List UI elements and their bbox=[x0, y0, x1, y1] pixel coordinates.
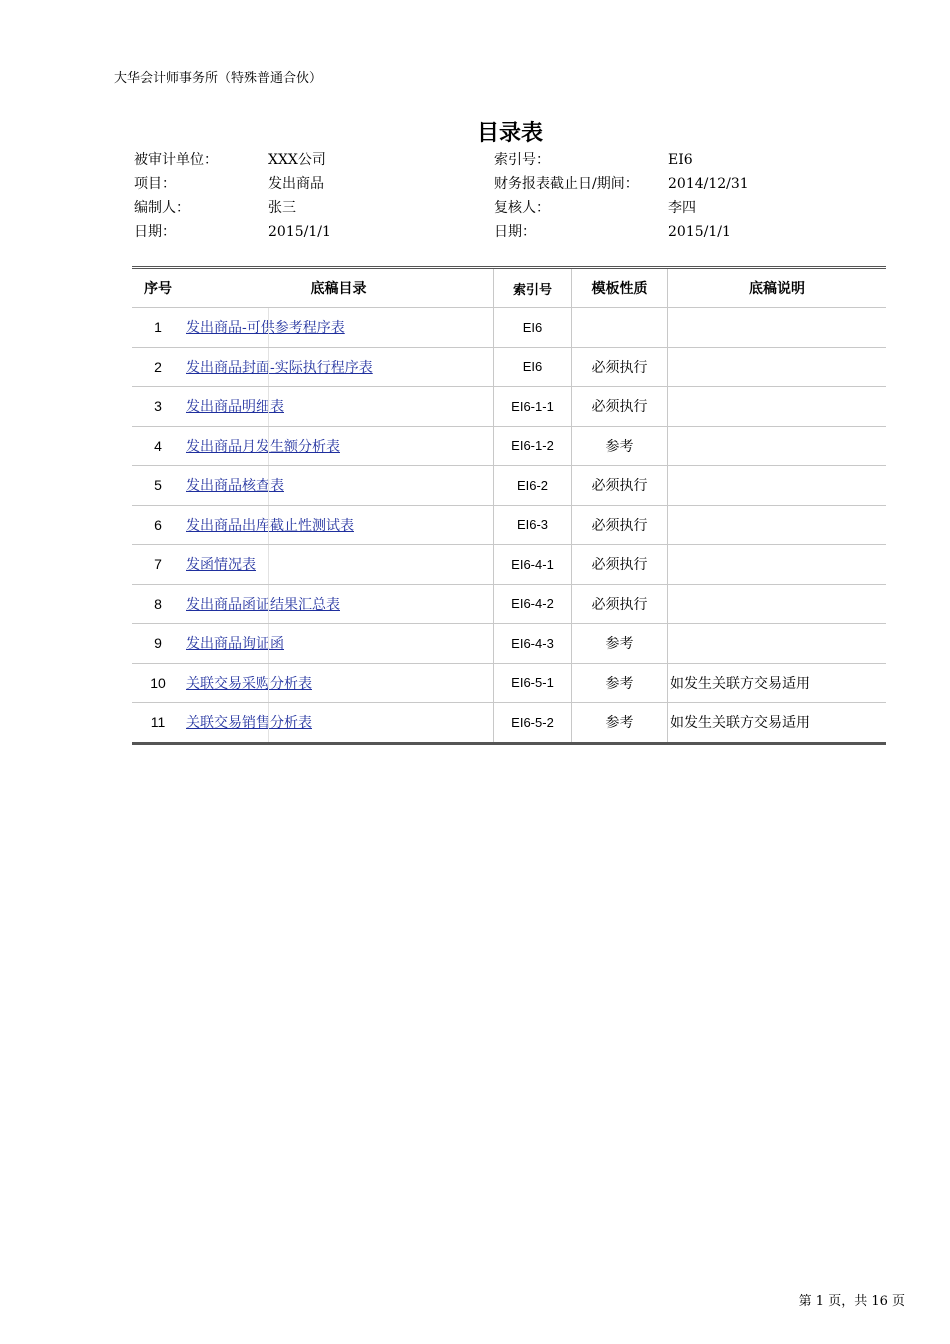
meta-value: 2015/1/1 bbox=[668, 224, 731, 240]
row-note bbox=[668, 556, 670, 572]
workpaper-link[interactable]: 发出商品封面-实际执行程序表 bbox=[186, 359, 373, 376]
row-note-cell bbox=[668, 308, 887, 348]
row-seq: 11 bbox=[132, 703, 184, 744]
table-row bbox=[132, 624, 886, 664]
workpaper-link[interactable]: 发出商品明细表 bbox=[186, 399, 284, 416]
col-header-seq: 序号 bbox=[132, 268, 184, 308]
catalog-table bbox=[132, 266, 886, 745]
table-row bbox=[132, 347, 886, 387]
col-header-note: 底稿说明 bbox=[668, 268, 887, 308]
workpaper-link[interactable]: 发出商品核查表 bbox=[186, 478, 284, 495]
row-seq: 8 bbox=[132, 584, 184, 624]
row-note-cell bbox=[668, 347, 887, 387]
table-header-row bbox=[132, 268, 886, 308]
row-note-cell bbox=[668, 387, 887, 427]
cell-gridline bbox=[268, 703, 269, 742]
table-row bbox=[132, 308, 886, 348]
cell-gridline bbox=[268, 308, 269, 347]
row-name-cell bbox=[184, 505, 494, 545]
row-note-cell bbox=[668, 545, 887, 585]
meta-label: 财务报表截止日/期间： bbox=[494, 176, 639, 192]
meta-value: EI6 bbox=[668, 152, 693, 168]
cell-gridline bbox=[268, 348, 269, 387]
row-seq: 5 bbox=[132, 466, 184, 506]
meta-value: XXX公司 bbox=[268, 152, 326, 168]
col-header-name: 底稿目录 bbox=[184, 268, 494, 308]
table-row bbox=[132, 545, 886, 585]
table-row bbox=[132, 505, 886, 545]
row-type: 必须执行 bbox=[572, 466, 668, 506]
row-index: EI6-2 bbox=[494, 466, 572, 506]
row-index: EI6-5-1 bbox=[494, 663, 572, 703]
row-name-cell bbox=[184, 387, 494, 427]
row-name-cell bbox=[184, 624, 494, 664]
row-name-cell bbox=[184, 426, 494, 466]
workpaper-link[interactable]: 发出商品询证函 bbox=[186, 636, 284, 653]
row-seq: 2 bbox=[132, 347, 184, 387]
row-index: EI6-1-2 bbox=[494, 426, 572, 466]
row-note-cell bbox=[668, 466, 887, 506]
row-note-cell bbox=[668, 624, 887, 664]
row-index: EI6 bbox=[494, 347, 572, 387]
cell-gridline bbox=[268, 545, 269, 584]
row-index: EI6-1-1 bbox=[494, 387, 572, 427]
meta-value: 2015/1/1 bbox=[268, 224, 331, 240]
row-index: EI6 bbox=[494, 308, 572, 348]
row-type: 必须执行 bbox=[572, 584, 668, 624]
row-name-cell bbox=[184, 347, 494, 387]
row-type: 参考 bbox=[572, 426, 668, 466]
row-name-cell bbox=[184, 308, 494, 348]
row-index: EI6-5-2 bbox=[494, 703, 572, 744]
row-seq: 3 bbox=[132, 387, 184, 427]
row-note bbox=[668, 596, 670, 612]
row-seq: 1 bbox=[132, 308, 184, 348]
row-type: 参考 bbox=[572, 624, 668, 664]
page-footer: 第 1 页，共 16 页 bbox=[798, 1294, 905, 1309]
workpaper-link[interactable]: 发函情况表 bbox=[186, 557, 256, 574]
cell-gridline bbox=[268, 664, 269, 703]
row-index: EI6-4-2 bbox=[494, 584, 572, 624]
meta-label: 索引号： bbox=[494, 152, 550, 168]
row-note: 如发生关联方交易适用 bbox=[670, 675, 810, 692]
row-note bbox=[668, 635, 670, 651]
meta-label: 项目： bbox=[134, 176, 176, 192]
cell-gridline bbox=[268, 387, 269, 426]
row-note bbox=[668, 359, 670, 375]
row-note-cell bbox=[668, 663, 887, 703]
workpaper-link[interactable]: 发出商品-可供参考程序表 bbox=[186, 320, 345, 337]
col-header-type: 模板性质 bbox=[572, 268, 668, 308]
firm-name: 大华会计师事务所（特殊普通合伙） bbox=[114, 71, 323, 86]
row-type: 参考 bbox=[572, 663, 668, 703]
col-header-index: 索引号 bbox=[494, 268, 572, 308]
table-row bbox=[132, 466, 886, 506]
workpaper-link[interactable]: 关联交易销售分析表 bbox=[186, 715, 312, 732]
row-seq: 10 bbox=[132, 663, 184, 703]
meta-label: 复核人： bbox=[494, 200, 550, 216]
meta-label: 日期： bbox=[494, 224, 536, 240]
cell-gridline bbox=[268, 585, 269, 624]
row-note bbox=[668, 517, 670, 533]
row-seq: 7 bbox=[132, 545, 184, 585]
row-name-cell bbox=[184, 545, 494, 585]
row-note-cell bbox=[668, 703, 887, 744]
row-note-cell bbox=[668, 584, 887, 624]
row-note-cell bbox=[668, 426, 887, 466]
row-note-cell bbox=[668, 505, 887, 545]
meta-label: 被审计单位： bbox=[134, 152, 218, 168]
table-row bbox=[132, 703, 886, 744]
row-type: 必须执行 bbox=[572, 387, 668, 427]
row-index: EI6-4-1 bbox=[494, 545, 572, 585]
row-note: 如发生关联方交易适用 bbox=[670, 715, 810, 732]
row-note bbox=[668, 477, 670, 493]
row-type: 参考 bbox=[572, 703, 668, 744]
row-note bbox=[668, 438, 670, 454]
meta-value: 李四 bbox=[668, 200, 696, 216]
table-row bbox=[132, 663, 886, 703]
row-type: 必须执行 bbox=[572, 347, 668, 387]
meta-value: 2014/12/31 bbox=[668, 176, 749, 192]
row-index: EI6-4-3 bbox=[494, 624, 572, 664]
workpaper-link[interactable]: 发出商品函证结果汇总表 bbox=[186, 596, 340, 613]
row-type bbox=[572, 308, 668, 348]
meta-value: 发出商品 bbox=[268, 176, 324, 192]
meta-label: 日期： bbox=[134, 224, 176, 240]
table-row bbox=[132, 584, 886, 624]
table-row bbox=[132, 387, 886, 427]
row-name-cell bbox=[184, 584, 494, 624]
row-note bbox=[668, 319, 670, 335]
row-type: 必须执行 bbox=[572, 545, 668, 585]
cell-gridline bbox=[268, 624, 269, 663]
row-name-cell bbox=[184, 703, 494, 744]
meta-label: 编制人： bbox=[134, 200, 190, 216]
cell-gridline bbox=[268, 466, 269, 505]
table-row bbox=[132, 426, 886, 466]
row-name-cell bbox=[184, 466, 494, 506]
cell-gridline bbox=[268, 427, 269, 466]
row-name-cell bbox=[184, 663, 494, 703]
row-seq: 9 bbox=[132, 624, 184, 664]
meta-value: 张三 bbox=[268, 200, 296, 216]
workpaper-link[interactable]: 发出商品月发生额分析表 bbox=[186, 438, 340, 455]
row-note bbox=[668, 398, 670, 414]
row-index: EI6-3 bbox=[494, 505, 572, 545]
workpaper-link[interactable]: 关联交易采购分析表 bbox=[186, 675, 312, 692]
page-title: 目录表 bbox=[476, 120, 543, 146]
cell-gridline bbox=[268, 506, 269, 545]
row-type: 必须执行 bbox=[572, 505, 668, 545]
row-seq: 6 bbox=[132, 505, 184, 545]
workpaper-link[interactable]: 发出商品出库截止性测试表 bbox=[186, 517, 354, 534]
row-seq: 4 bbox=[132, 426, 184, 466]
